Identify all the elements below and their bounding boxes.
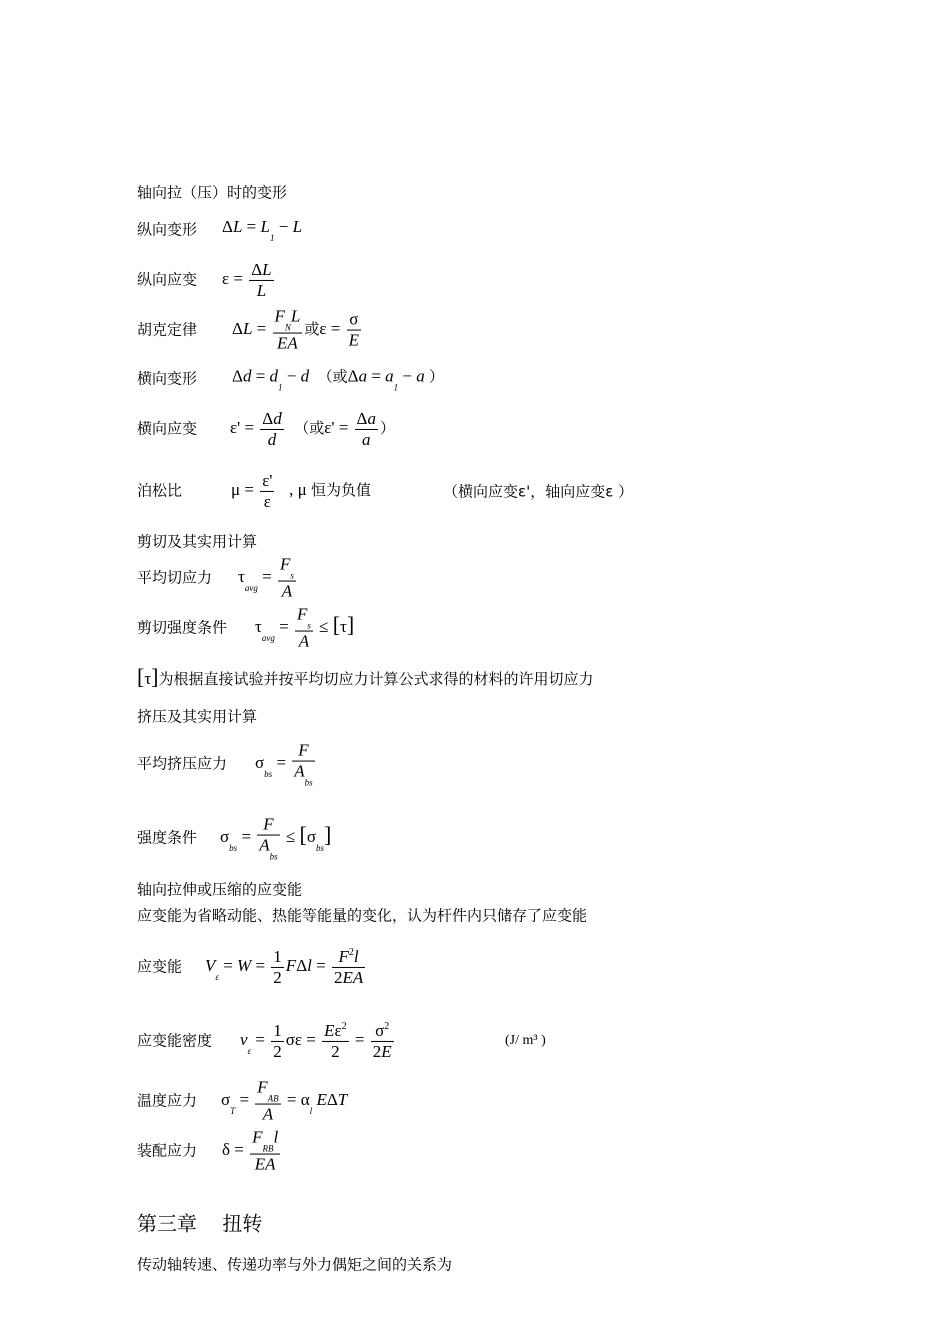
label: 纵向应变 xyxy=(137,270,198,289)
formula: δ = $\frac{F_{RB}l}{EA}$ xyxy=(222,1127,279,1174)
unit: (J/ m³ ) xyxy=(505,1033,546,1048)
formula: $V_\varepsilon = W$ = $\frac{1}{2}$ FΔl = $\frac{F^2l}{2EA}$ xyxy=(205,946,364,987)
label: 平均切应力 xyxy=(137,568,213,587)
section-title: 挤压及其实用计算 xyxy=(137,707,258,726)
formula: μ = $\frac{\varepsilon'}{\varepsilon}$ , μ 恒为负值 xyxy=(231,470,372,511)
label: 平均挤压应力 xyxy=(137,754,228,773)
label: 应变能密度 xyxy=(137,1031,213,1050)
label: 横向应变 xyxy=(137,419,198,438)
formula: $\sigma_T$ = $\frac{F_{AB}}{A}$ = $\alpha_l$ EΔT xyxy=(221,1077,348,1124)
section-title: 轴向拉（压）时的变形 xyxy=(137,183,288,202)
label: 横向变形 xyxy=(137,369,198,388)
formula: $\sigma_{bs}$ = $\frac{F}{A_{bs}}$ xyxy=(255,740,313,788)
label: 装配应力 xyxy=(137,1141,198,1160)
shear-note: [τ]为根据直接试验并按平均切应力计算公式求得的材料的许用切应力 xyxy=(137,664,594,689)
label: 泊松比 xyxy=(137,481,183,500)
formula: ε = $\frac{\Delta L}{L}$ xyxy=(222,259,272,300)
poisson-note: （横向应变ε'，轴向应变ε ） xyxy=(443,482,634,501)
chapter-heading: 第三章 扭转 xyxy=(137,1211,263,1236)
label: 强度条件 xyxy=(137,828,198,847)
section-title: 轴向拉伸或压缩的应变能 xyxy=(137,880,303,899)
formula: $\tau_{avg}$ = $\frac{F_s}{A}$ xyxy=(238,554,294,601)
chapter3-text: 传动轴转速、传递功率与外力偶矩之间的关系为 xyxy=(137,1255,453,1274)
energy-note: 应变能为省略动能、热能等能量的变化，认为杆件内只储存了应变能 xyxy=(137,906,588,925)
label: 纵向变形 xyxy=(137,220,198,239)
formula: $\sigma_{bs}$ = $\frac{F}{A_{bs}}$ ≤ $[\sigma_{bs}]$ xyxy=(220,814,332,862)
formula: $\Delta d = d_1 - d$ （或$\Delta a = a_1 - a$ ） xyxy=(232,366,445,393)
label: 胡克定律 xyxy=(137,320,198,339)
formula: ε' = $\frac{\Delta d}{d}$ （或ε' = $\frac{\Delta a}{a}$ ） xyxy=(230,408,395,449)
label: 温度应力 xyxy=(137,1091,198,1110)
formula: $\Delta L = L_1 - L$ xyxy=(222,217,303,243)
label: 剪切强度条件 xyxy=(137,618,228,637)
section-title: 剪切及其实用计算 xyxy=(137,532,258,551)
formula: ΔL = $\frac{F_NL}{EA}$ 或ε = $\frac{\sigma}{E}$ xyxy=(232,306,360,353)
formula: $\tau_{avg}$ = $\frac{F_s}{A}$ ≤ [τ] xyxy=(255,604,355,651)
label: 应变能 xyxy=(137,957,183,976)
formula: $v_\varepsilon$ = $\frac{1}{2}$ σε = $\frac{E\varepsilon^2}{2}$ = $\frac{\sigma^2}{2E}$ xyxy=(240,1020,392,1061)
